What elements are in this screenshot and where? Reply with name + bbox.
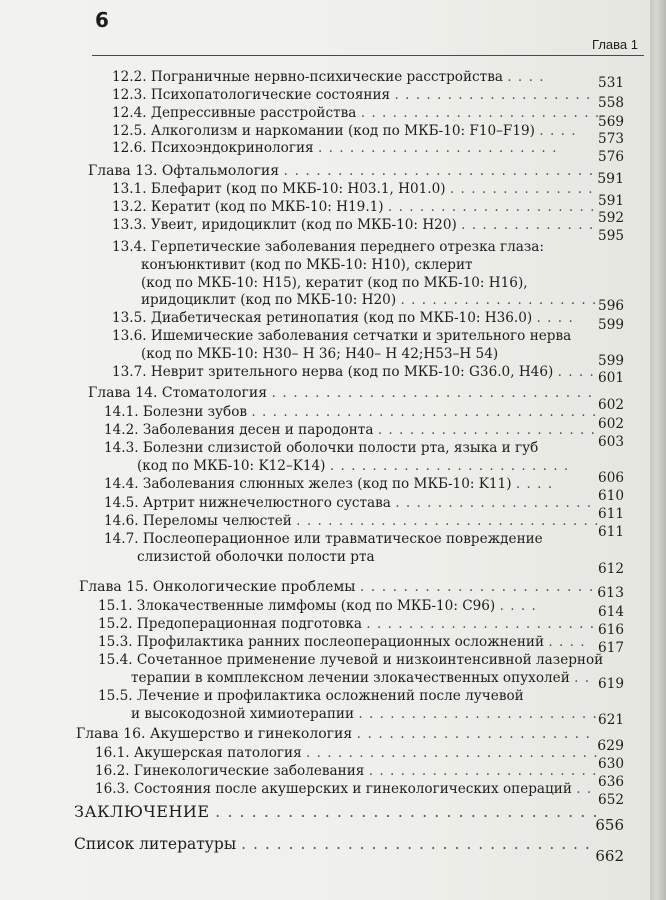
toc-entry: 14.4. Заболевания слюнных желез (код по МКБ-10: K11) . . . . [104, 476, 554, 492]
page-ref: 617 [598, 640, 624, 656]
toc-entry: 15.5. Лечение и профилактика осложнений после лучевой [98, 688, 524, 704]
page-ref: 591 [598, 193, 624, 209]
toc-entry: 12.5. Алкоголизм и наркомании (код по МКБ-10: F10–F19) . . . . [112, 123, 577, 139]
page-ref: 596 [598, 298, 624, 314]
toc-entry: 16.1. Акушерская патология . . . . . . . . . . . . . . . . . . . . . . . . . . . . [95, 745, 599, 761]
page-ref: 558 [598, 95, 624, 111]
page-edge [650, 0, 666, 900]
toc-entry: 13.2. Кератит (код по МКБ-10: H19.1) . . . . . . . . . . . . . . . . . . . . [112, 199, 596, 215]
toc-entry: 14.6. Переломы челюстей . . . . . . . . . . . . . . . . . . . . . . . . . . . . . [104, 513, 600, 529]
toc-entry-cont: терапии в комплексном лечении злокачественных опухолей . . [131, 670, 591, 686]
toc-chapter: Глава 14. Стоматология . . . . . . . . . . . . . . . . . . . . . . . . . . . . . . [88, 385, 594, 401]
page-ref: 636 [598, 774, 624, 790]
toc-chapter: Глава 15. Онкологические проблемы . . . . . . . . . . . . . . . . . . . . . . [79, 579, 595, 595]
page-ref: 629 [597, 738, 624, 754]
page-ref: 611 [598, 506, 624, 522]
toc-entry: 14.1. Болезни зубов . . . . . . . . . . . . . . . . . . . . . . . . . . . . . . . . . [104, 404, 598, 420]
toc-chapter: Глава 13. Офтальмология . . . . . . . . . . . . . . . . . . . . . . . . . . . . . [88, 163, 595, 179]
page-ref: 606 [598, 470, 624, 486]
toc-entry: 12.6. Психоэндокринология . . . . . . . . . . . . . . . . . . . . . . . [112, 140, 558, 156]
toc-entry: 14.2. Заболевания десен и пародонта . . . . . . . . . . . . . . . . . . . . . [104, 422, 596, 438]
toc-entry: 15.3. Профилактика ранних послеоперационных осложнений . . . . [98, 634, 586, 650]
toc-entry: 15.1. Злокачественные лимфомы (код по МКБ-10: C96) . . . . [98, 598, 537, 614]
toc-entry: 12.3. Психопатологические состояния . . . . . . . . . . . . . . . . . . . [112, 87, 592, 103]
toc-entry: 15.4. Сочетанное применение лучевой и низкоинтенсивной лазерной [98, 652, 604, 668]
page-ref: 612 [598, 561, 624, 577]
running-head: Глава 1 [592, 37, 638, 52]
page-ref: 656 [595, 816, 624, 834]
toc-entry: 16.2. Гинекологические заболевания . . . . . . . . . . . . . . . . . . . . . . [95, 763, 598, 779]
page-ref: 619 [598, 676, 624, 692]
page-ref: 602 [598, 416, 624, 432]
toc-chapter: Глава 16. Акушерство и гинекология . . . . . . . . . . . . . . . . . . . . . . [76, 726, 591, 742]
toc-references: Список литературы . . . . . . . . . . . . . . . . . . . . . . . . . . . . . . [74, 835, 591, 853]
page-ref: 591 [597, 171, 624, 187]
toc-entry: 13.6. Ишемические заболевания сетчатки и зрительного нерва [112, 328, 572, 344]
toc-entry: 13.7. Неврит зрительного нерва (код по МКБ-10: G36.0, H46) . . . . [112, 364, 595, 380]
toc-entry: 13.1. Блефарит (код по МКБ-10: H03.1, H01.0) . . . . . . . . . . . . . . [112, 181, 594, 197]
page-ref: 601 [598, 370, 624, 386]
toc-entry-cont: (код по МКБ-10: H15), кератит (код по МКБ-10: H16), [141, 275, 528, 291]
page-ref: 621 [598, 712, 624, 728]
toc-entry: 13.5. Диабетическая ретинопатия (код по МКБ-10: H36.0) . . . . [112, 310, 574, 326]
page-ref: 614 [598, 604, 624, 620]
toc-entry: 12.2. Пограничные нервно-психические расстройства . . . . [112, 69, 545, 85]
page-ref: 531 [598, 75, 624, 91]
page-ref: 611 [598, 524, 624, 540]
toc-entry-cont: конъюнктивит (код по МКБ-10: H10), склерит [141, 257, 473, 273]
toc-conclusion: ЗАКЛЮЧЕНИЕ . . . . . . . . . . . . . . . . . . . . . . . . . . . . . . . . [74, 802, 599, 821]
page-ref: 599 [598, 353, 624, 369]
toc-entry-cont: (код по МКБ-10: K12–K14) . . . . . . . . . . . . . . . . . . . . . . . [137, 458, 570, 474]
toc-entry: 14.7. Послеоперационное или травматическое повреждение [104, 531, 543, 547]
toc-entry: 14.5. Артрит нижнечелюстного сустава . . . . . . . . . . . . . . . . . . . [104, 495, 593, 511]
page-ref: 592 [598, 210, 624, 226]
toc-entry: 13.3. Увеит, иридоциклит (код по МКБ-10: H20) . . . . . . . . . . . . . [112, 217, 595, 233]
toc-entry: 14.3. Болезни слизистой оболочки полости рта, языка и губ [104, 440, 539, 456]
toc-entry: 15.2. Предоперационная подготовка . . . . . . . . . . . . . . . . . . . . . . [98, 616, 596, 632]
page-ref: 595 [598, 228, 624, 244]
page-ref: 573 [598, 131, 624, 147]
toc-entry-cont: иридоциклит (код по МКБ-10: H20) . . . . . . . . . . . . . . . . . . . [141, 292, 598, 308]
toc-entry-cont: слизистой оболочки полости рта [137, 549, 375, 565]
page-ref: 602 [598, 397, 624, 413]
page-ref: 610 [598, 488, 624, 504]
toc-entry-cont: (код по МКБ-10: H30– H 36; H40– H 42;H53–H 54) [141, 346, 499, 362]
page-number: 6 [95, 8, 109, 32]
page-ref: 630 [598, 756, 624, 772]
page-ref: 576 [598, 149, 624, 165]
toc-entry-cont: и высокодозной химиотерапии . . . . . . . . . . . . . . . . . . . . . . . [131, 706, 598, 722]
page-ref: 616 [598, 622, 624, 638]
toc-entry: 12.4. Депрессивные расстройства . . . . . . . . . . . . . . . . . . . . . . . [112, 105, 601, 121]
toc-entry: 13.4. Герпетические заболевания переднего отрезка глаза: [112, 239, 544, 255]
page-ref: 662 [595, 847, 624, 865]
page-ref: 652 [598, 792, 624, 808]
toc-entry: 16.3. Состояния после акушерских и гинекологических операций . . [95, 781, 593, 797]
page-ref: 599 [598, 317, 624, 333]
page-ref: 603 [598, 434, 624, 450]
page-ref: 569 [598, 114, 624, 130]
page-ref: 613 [597, 585, 624, 601]
